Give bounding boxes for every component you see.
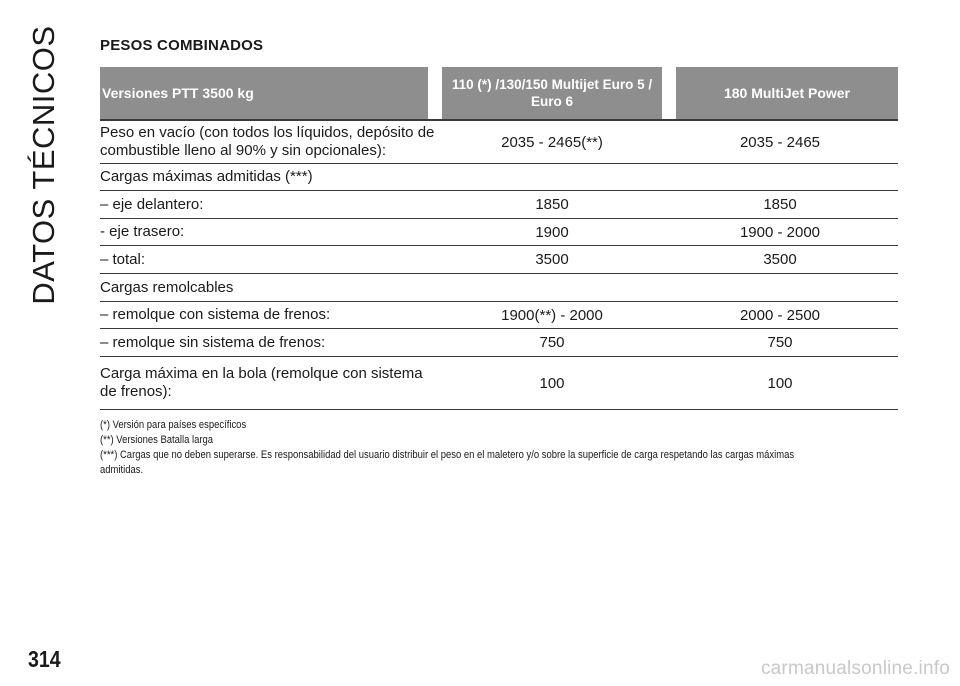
- header-engine-180: 180 MultiJet Power: [676, 67, 898, 119]
- section-title: PESOS COMBINADOS: [100, 37, 264, 54]
- row-value-110: 3500: [535, 251, 569, 268]
- row-label: - eje trasero:: [100, 223, 185, 240]
- table-row: [100, 329, 898, 357]
- row-value-180: 100: [767, 374, 793, 392]
- header-engine-110: 110 (*) /130/150 Multijet Euro 5 / Euro 6: [442, 67, 662, 119]
- footnote: (**) Versiones Batalla larga: [100, 434, 214, 446]
- header-versions: Versiones PTT 3500 kg: [100, 67, 428, 119]
- table-row: [100, 302, 898, 329]
- header-gap: [428, 67, 442, 119]
- table-header: [100, 67, 898, 119]
- row-label: Cargas máximas admitidas (***): [100, 168, 313, 185]
- table-row: [100, 246, 898, 274]
- row-value-180: 2035 - 2465: [739, 133, 821, 151]
- table-row: [100, 357, 898, 410]
- side-section-title: [14, 25, 74, 305]
- table-row: [100, 191, 898, 219]
- row-label: Carga máxima en la bola (remolque con sistema de frenos):: [100, 365, 423, 400]
- row-value-110: 2035 - 2465(**): [501, 133, 603, 151]
- row-label: – eje delantero:: [100, 195, 204, 213]
- row-label: – total:: [100, 250, 146, 268]
- row-value-180: 750: [767, 334, 793, 351]
- table-row: [100, 219, 898, 246]
- table-row: [100, 119, 898, 164]
- row-value-110: 1850: [535, 196, 569, 213]
- weights-table: [100, 67, 898, 410]
- row-value-110: 100: [539, 374, 565, 392]
- footnotes: [100, 418, 805, 478]
- row-label: – remolque sin sistema de frenos:: [100, 333, 326, 351]
- row-label: Cargas remolcables: [100, 278, 234, 296]
- row-value-180: 2000 - 2500: [739, 306, 821, 324]
- watermark: carmanualsonline.info: [760, 658, 950, 679]
- side-section-title-text: DATOS TÉCNICOS: [26, 25, 61, 305]
- table-row: [100, 164, 898, 191]
- row-value-110: 1900: [535, 223, 569, 241]
- footnote: (***) Cargas que no deben superarse. Es responsabilidad del usuario distribuir el peso en el maletero y/o sobre la superficie de carga respetando las cargas máximas admitidas.: [100, 449, 795, 476]
- footnote: (*) Versión para países específicos: [100, 419, 247, 431]
- row-label: Peso en vacío (con todos los líquidos, depósito de combustible lleno al 90% y sin opcionales):: [100, 124, 435, 159]
- row-value-180: 3500: [763, 251, 797, 268]
- table-row: [100, 274, 898, 302]
- page-number: 314: [28, 646, 61, 672]
- header-gap: [662, 67, 676, 119]
- row-value-110: 750: [539, 334, 565, 351]
- row-value-110: 1900(**) - 2000: [501, 306, 603, 324]
- row-value-180: 1850: [763, 196, 797, 213]
- row-label: – remolque con sistema de frenos:: [100, 306, 331, 323]
- row-value-180: 1900 - 2000: [739, 223, 821, 241]
